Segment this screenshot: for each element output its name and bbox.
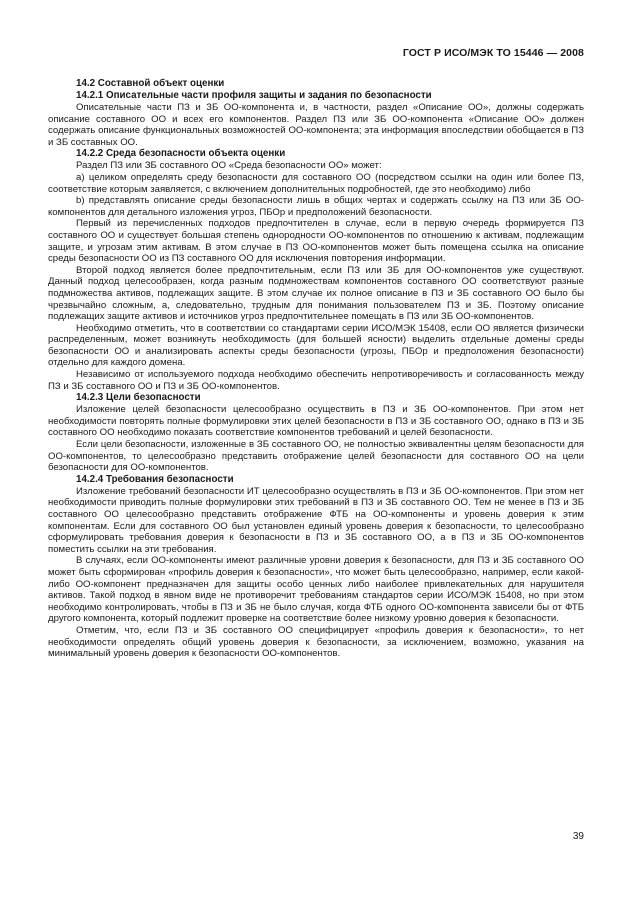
- paragraph: В случаях, если ОО-компоненты имеют различные уровни доверия к безопасности, для ПЗ и ЗБ составного ОО может быть сформирован «профиль доверия к безопасности», что может быть целесообразно, например, если какой-либо ОО-компонент предназначен для защиты особо ценных либо наиболее привлекательных для нарушителя активов. Такой подход в явном виде не противоречит требованиям стандартов серии ИСО/МЭК 15408, но при этом необходимо контролировать, чтобы в ПЗ и ЗБ не было случая, когда ФТБ одного ОО-компонента зависели бы от ФТБ другого компонента, который подлежит проверке на соответствие более низкому уровню доверия к безопасности.: [48, 555, 584, 625]
- list-item-a: a) целиком определять среду безопасности для составного ОО (посредством ссылки на один или более ПЗ, соответствие которым заявляется, с включением дополнительных подробностей, где это необходимо) либо: [48, 171, 584, 195]
- paragraph: Описательные части ПЗ и ЗБ ОО-компонента и, в частности, раздел «Описание ОО», должны содержать описание составного ОО и всех его компонентов. Раздел ПЗ или ЗБ ОО-компонента «Описание ОО» должен содержать описание функциональных возможностей ОО-компонента; эта информация впоследствии обобщается в ПЗ и ЗБ составных ОО.: [48, 102, 584, 148]
- subsection-heading-14-2-3: 14.2.3 Цели безопасности: [76, 392, 201, 404]
- document-body: [48, 78, 584, 660]
- paragraph: Изложение целей безопасности целесообразно осуществить в ПЗ и ЗБ ОО-компонентов. При этом нет необходимости повторять полные формулировки этих целей безопасности в ПЗ и ЗБ составного ОО, однако в ПЗ и ЗБ составного ОО необходимо показать соответствие компонентов требований и целей безопасности.: [48, 404, 584, 439]
- paragraph: Второй подход является более предпочтительным, если ПЗ или ЗБ для ОО-компонентов уже существуют. Данный подход целесообразен, когда разным подмножествам компонентов составного ОО соответствуют разные подмножества активов, подлежащих защите. В этом случае их полное описание в ПЗ и ЗБ составного ОО было бы чрезвычайно сложным, а, следовательно, трудным для понимания пользователем ПЗ и ЗБ. Поэтому описание подлежащих защите активов и источников угроз предпочтительнее помещать в ПЗ или ЗБ ОО-компонентов.: [48, 264, 584, 323]
- paragraph: Необходимо отметить, что в соответствии со стандартами серии ИСО/МЭК 15408, если ОО является физически распределенным, может возникнуть необходимость (для большей ясности) выделить отдельные домены среды безопасности ОО и анализировать аспекты среды безопасности (угрозы, ПБОр и предположения безопасности) отдельно для каждого домена.: [48, 322, 584, 369]
- paragraph: Изложение требований безопасности ИТ целесообразно осуществлять в ПЗ и ЗБ ОО-компонентов. При этом нет необходимости приводить полные формулировки этих требований в ПЗ и ЗБ составного ОО. Тем не менее в ПЗ и ЗБ составного ОО целесообразно представить отображение ФТБ на ОО-компоненты и уровень доверия к этим компонентам. Если для составного ОО был установлен единый уровень доверия к безопасности, то целесообразно сформулировать требования доверия к безопасности в ПЗ и ЗБ составного ОО, а в ПЗ и ЗБ ОО-компонентов поместить ссылки на эти требования.: [48, 485, 584, 555]
- paragraph: Первый из перечисленных подходов предпочтителен в случае, если в первую очередь формируется ПЗ составного ОО и существует большая степень однородности ОО-компонентов по отношению к активам, подлежащим защите, и угрозам этим активам. В этом случае в ПЗ ОО-компонентов может быть помещена ссылка на описание среды безопасности ОО из ПЗ составного ОО для исключения повторения информации.: [48, 218, 584, 265]
- paragraph: Раздел ПЗ или ЗБ составного ОО «Среда безопасности ОО» может:: [76, 160, 382, 172]
- paragraph: Если цели безопасности, изложенные в ЗБ составного ОО, не полностью эквивалентны целям безопасности для ОО-компонентов, то целесообразно представить отображение целей безопасности для составного ОО на цели безопасности для ОО-компонентов.: [48, 439, 584, 474]
- paragraph: Независимо от используемого подхода необходимо обеспечить непротиворечивость и согласованность между ПЗ и ЗБ составного ОО и ПЗ и ЗБ ОО-компонентов.: [48, 369, 584, 392]
- standard-header: ГОСТ Р ИСО/МЭК ТО 15446 — 2008: [402, 47, 584, 59]
- section-heading-14-2: 14.2 Составной объект оценки: [76, 78, 225, 89]
- paragraph: Отметим, что, если ПЗ и ЗБ составного ОО специфицирует «профиль доверия к безопасности», то нет необходимости определять общий уровень доверия к безопасности, за исключением, возможно, указания на минимальный уровень доверия к безопасности ОО-компонентов.: [48, 624, 584, 660]
- page-number: 39: [572, 831, 584, 842]
- subsection-heading-14-2-2: 14.2.2 Среда безопасности объекта оценки: [76, 148, 286, 160]
- list-item-b: b) представлять описание среды безопасности лишь в общих чертах и содержать ссылку на ПЗ или ЗБ ОО-компонентов для детального изложения угроз, ПБОр и предположений безопасности.: [48, 195, 584, 218]
- subsection-heading-14-2-4: 14.2.4 Требования безопасности: [76, 473, 234, 485]
- subsection-heading-14-2-1: 14.2.1 Описательные части профиля защиты и задания по безопасности: [76, 90, 432, 101]
